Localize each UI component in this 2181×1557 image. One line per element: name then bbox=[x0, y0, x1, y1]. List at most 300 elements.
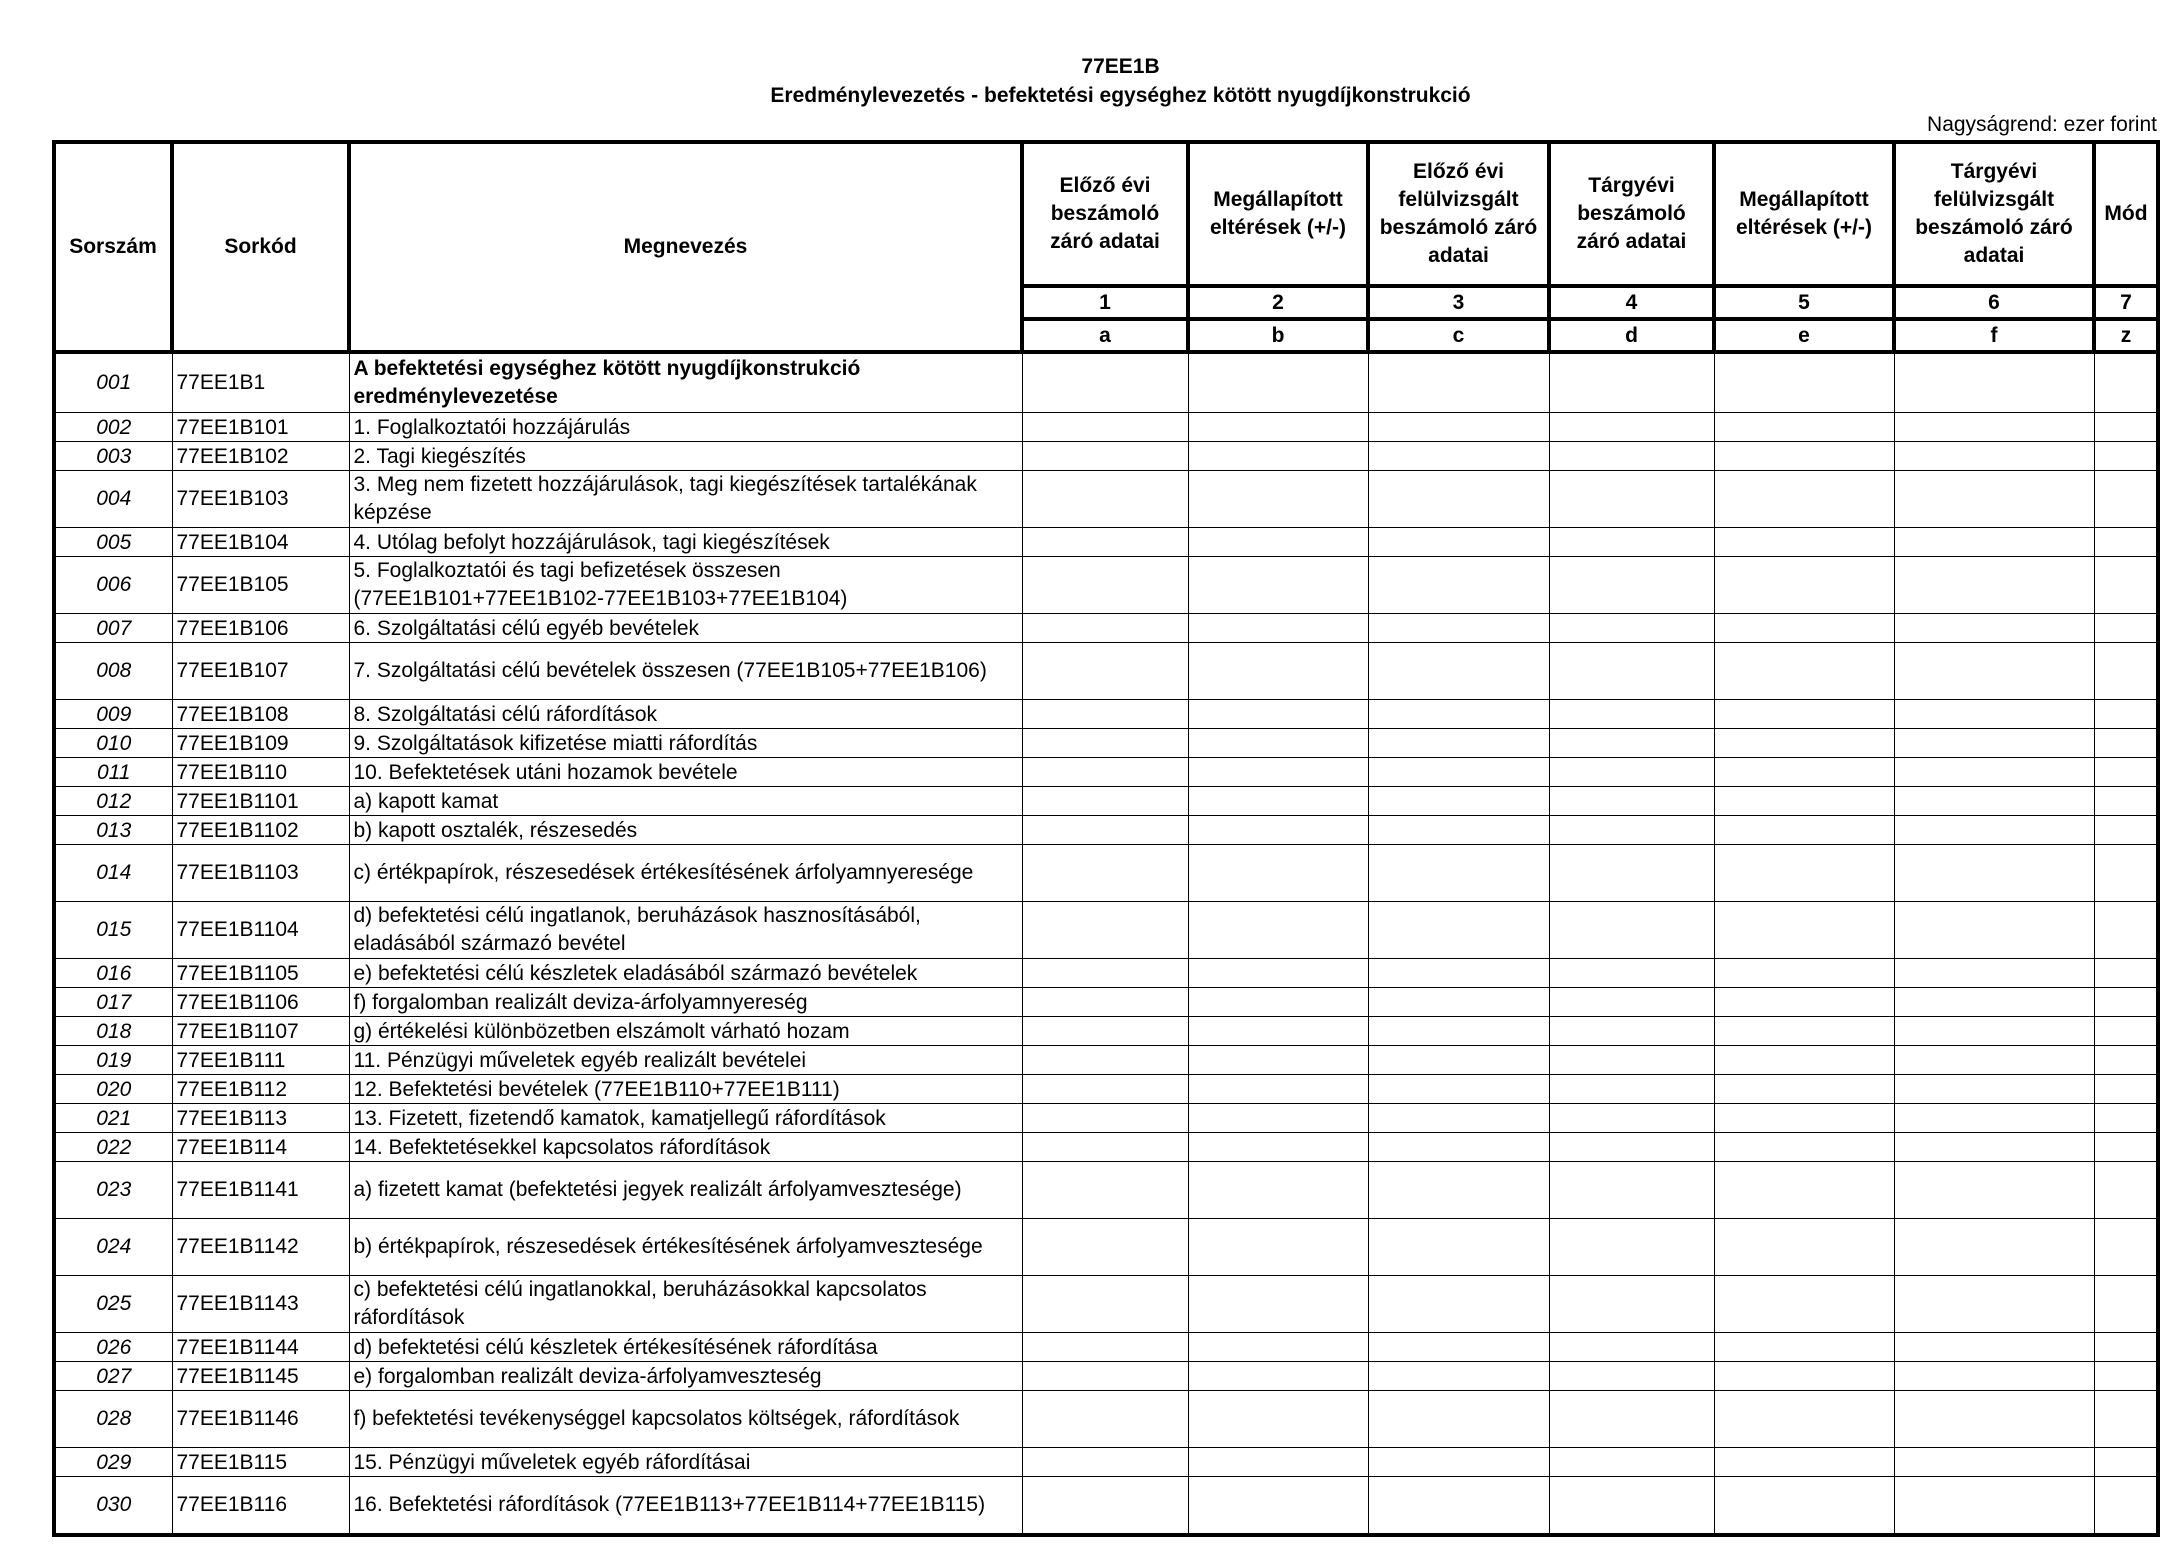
value-cell[interactable] bbox=[1714, 528, 1894, 557]
row-code: 77EE1B1103 bbox=[172, 845, 349, 902]
report-code: 77EE1B bbox=[1081, 55, 1160, 78]
value-cell[interactable] bbox=[1368, 1362, 1549, 1391]
value-cell[interactable] bbox=[1894, 1017, 2094, 1046]
row-name: b) értékpapírok, részesedések értékesítésének árfolyamvesztesége bbox=[349, 1219, 1022, 1276]
value-cell[interactable] bbox=[1714, 1075, 1894, 1104]
value-cell[interactable] bbox=[2094, 1104, 2158, 1133]
row-number: 024 bbox=[54, 1219, 172, 1276]
value-cell[interactable] bbox=[1022, 816, 1188, 845]
table-row bbox=[54, 1219, 2158, 1276]
value-cell[interactable] bbox=[1022, 1333, 1188, 1362]
value-cell[interactable] bbox=[1549, 1104, 1714, 1133]
value-cell[interactable] bbox=[1368, 352, 1549, 413]
value-cell[interactable] bbox=[1714, 1162, 1894, 1219]
value-cell[interactable] bbox=[1549, 442, 1714, 471]
value-cell[interactable] bbox=[2094, 787, 2158, 816]
value-cell[interactable] bbox=[1894, 700, 2094, 729]
value-cell[interactable] bbox=[1894, 1133, 2094, 1162]
value-cell[interactable] bbox=[1188, 614, 1368, 643]
value-cell[interactable] bbox=[1022, 557, 1188, 614]
col-number: 6 bbox=[1894, 286, 2094, 319]
row-name: 6. Szolgáltatási célú egyéb bevételek bbox=[349, 614, 1022, 643]
value-cell[interactable] bbox=[1188, 959, 1368, 988]
value-cell[interactable] bbox=[1022, 413, 1188, 442]
value-cell[interactable] bbox=[2094, 1362, 2158, 1391]
value-cell[interactable] bbox=[2094, 442, 2158, 471]
table-row bbox=[54, 352, 2158, 413]
value-cell[interactable] bbox=[2094, 1046, 2158, 1075]
value-cell[interactable] bbox=[1022, 1391, 1188, 1448]
value-cell[interactable] bbox=[1714, 729, 1894, 758]
table-header bbox=[54, 142, 2158, 352]
value-cell[interactable] bbox=[1188, 1104, 1368, 1133]
value-cell[interactable] bbox=[1549, 643, 1714, 700]
row-number: 026 bbox=[54, 1333, 172, 1362]
row-name: 8. Szolgáltatási célú ráfordítások bbox=[349, 700, 1022, 729]
value-cell[interactable] bbox=[1368, 1075, 1549, 1104]
row-number: 008 bbox=[54, 643, 172, 700]
value-cell[interactable] bbox=[2094, 959, 2158, 988]
value-cell[interactable] bbox=[1549, 413, 1714, 442]
value-cell[interactable] bbox=[2094, 471, 2158, 528]
value-cell[interactable] bbox=[1714, 1448, 1894, 1477]
value-cell[interactable] bbox=[1549, 352, 1714, 413]
row-number: 028 bbox=[54, 1391, 172, 1448]
value-cell[interactable] bbox=[1714, 1391, 1894, 1448]
value-cell[interactable] bbox=[1368, 557, 1549, 614]
value-cell[interactable] bbox=[1188, 787, 1368, 816]
value-cell[interactable] bbox=[1188, 729, 1368, 758]
value-cell[interactable] bbox=[1368, 1477, 1549, 1536]
value-cell[interactable] bbox=[1894, 1362, 2094, 1391]
value-cell[interactable] bbox=[1894, 758, 2094, 787]
value-cell[interactable] bbox=[1549, 729, 1714, 758]
value-cell[interactable] bbox=[1549, 1276, 1714, 1333]
value-cell[interactable] bbox=[1549, 528, 1714, 557]
value-cell[interactable] bbox=[1368, 614, 1549, 643]
value-cell[interactable] bbox=[1368, 1017, 1549, 1046]
value-cell[interactable] bbox=[1894, 1448, 2094, 1477]
row-name: 15. Pénzügyi műveletek egyéb ráfordításai bbox=[349, 1448, 1022, 1477]
row-code: 77EE1B1105 bbox=[172, 959, 349, 988]
value-cell[interactable] bbox=[1188, 1017, 1368, 1046]
table-row bbox=[54, 758, 2158, 787]
row-name: b) kapott osztalék, részesedés bbox=[349, 816, 1022, 845]
value-cell[interactable] bbox=[1894, 1075, 2094, 1104]
value-cell[interactable] bbox=[2094, 845, 2158, 902]
col-header-sorszam: Sorszám bbox=[54, 142, 172, 352]
row-code: 77EE1B1145 bbox=[172, 1362, 349, 1391]
value-cell[interactable] bbox=[2094, 902, 2158, 959]
value-cell[interactable] bbox=[2094, 1333, 2158, 1362]
value-cell[interactable] bbox=[1188, 528, 1368, 557]
row-number: 002 bbox=[54, 413, 172, 442]
value-cell[interactable] bbox=[2094, 1162, 2158, 1219]
value-cell[interactable] bbox=[1894, 557, 2094, 614]
row-number: 030 bbox=[54, 1477, 172, 1536]
value-cell[interactable] bbox=[1714, 700, 1894, 729]
value-cell[interactable] bbox=[2094, 1219, 2158, 1276]
value-cell[interactable] bbox=[1549, 700, 1714, 729]
row-number: 017 bbox=[54, 988, 172, 1017]
value-cell[interactable] bbox=[1188, 988, 1368, 1017]
row-number: 010 bbox=[54, 729, 172, 758]
value-cell[interactable] bbox=[1894, 413, 2094, 442]
value-cell[interactable] bbox=[1188, 1219, 1368, 1276]
row-code: 77EE1B115 bbox=[172, 1448, 349, 1477]
table-row bbox=[54, 1162, 2158, 1219]
value-cell[interactable] bbox=[1714, 352, 1894, 413]
value-cell[interactable] bbox=[1368, 902, 1549, 959]
value-cell[interactable] bbox=[1549, 1133, 1714, 1162]
col-letter: d bbox=[1549, 319, 1714, 352]
row-name: f) forgalomban realizált deviza-árfolyamnyereség bbox=[349, 988, 1022, 1017]
row-code: 77EE1B114 bbox=[172, 1133, 349, 1162]
value-cell[interactable] bbox=[1022, 643, 1188, 700]
value-cell[interactable] bbox=[1022, 1362, 1188, 1391]
row-number: 012 bbox=[54, 787, 172, 816]
value-cell[interactable] bbox=[1714, 1477, 1894, 1536]
value-cell[interactable] bbox=[1368, 816, 1549, 845]
value-cell[interactable] bbox=[1368, 1219, 1549, 1276]
value-cell[interactable] bbox=[1022, 1104, 1188, 1133]
row-code: 77EE1B102 bbox=[172, 442, 349, 471]
col-number: 7 bbox=[2094, 286, 2158, 319]
value-cell[interactable] bbox=[1188, 1162, 1368, 1219]
value-cell[interactable] bbox=[1022, 1133, 1188, 1162]
value-cell[interactable] bbox=[1188, 902, 1368, 959]
value-cell[interactable] bbox=[1188, 1362, 1368, 1391]
value-cell[interactable] bbox=[1714, 787, 1894, 816]
value-cell[interactable] bbox=[2094, 614, 2158, 643]
value-cell[interactable] bbox=[1549, 1017, 1714, 1046]
row-code: 77EE1B1106 bbox=[172, 988, 349, 1017]
value-cell[interactable] bbox=[1894, 959, 2094, 988]
value-cell[interactable] bbox=[1894, 845, 2094, 902]
report-title: Eredménylevezetés - befektetési egységhez kötött nyugdíjkonstrukció bbox=[770, 84, 1471, 107]
value-cell[interactable] bbox=[1188, 1046, 1368, 1075]
value-cell[interactable] bbox=[1022, 1448, 1188, 1477]
value-cell[interactable] bbox=[2094, 528, 2158, 557]
value-cell[interactable] bbox=[1022, 352, 1188, 413]
row-code: 77EE1B106 bbox=[172, 614, 349, 643]
value-cell[interactable] bbox=[1714, 643, 1894, 700]
value-cell[interactable] bbox=[1894, 352, 2094, 413]
col-letter: e bbox=[1714, 319, 1894, 352]
value-cell[interactable] bbox=[2094, 1133, 2158, 1162]
value-cell[interactable] bbox=[1549, 1075, 1714, 1104]
col-header-label: Előző évi beszámoló záró adatai bbox=[1022, 142, 1188, 286]
value-cell[interactable] bbox=[1894, 1219, 2094, 1276]
value-cell[interactable] bbox=[1368, 1133, 1549, 1162]
value-cell[interactable] bbox=[1368, 959, 1549, 988]
col-header-label: Mód bbox=[2094, 142, 2158, 286]
value-cell[interactable] bbox=[1714, 1017, 1894, 1046]
value-cell[interactable] bbox=[1714, 988, 1894, 1017]
value-cell[interactable] bbox=[1188, 1477, 1368, 1536]
value-cell[interactable] bbox=[1894, 902, 2094, 959]
value-cell[interactable] bbox=[1368, 528, 1549, 557]
row-number: 006 bbox=[54, 557, 172, 614]
col-letter: c bbox=[1368, 319, 1549, 352]
value-cell[interactable] bbox=[1368, 1391, 1549, 1448]
value-cell[interactable] bbox=[1714, 1362, 1894, 1391]
value-cell[interactable] bbox=[1894, 1276, 2094, 1333]
value-cell[interactable] bbox=[1188, 845, 1368, 902]
col-header-label: Tárgyévi felülvizsgált beszámoló záró adatai bbox=[1894, 142, 2094, 286]
row-name: a) fizetett kamat (befektetési jegyek realizált árfolyamvesztesége) bbox=[349, 1162, 1022, 1219]
value-cell[interactable] bbox=[1549, 1362, 1714, 1391]
value-cell[interactable] bbox=[1022, 729, 1188, 758]
value-cell[interactable] bbox=[1549, 816, 1714, 845]
value-cell[interactable] bbox=[1549, 1219, 1714, 1276]
value-cell[interactable] bbox=[1894, 1046, 2094, 1075]
col-number: 1 bbox=[1022, 286, 1188, 319]
value-cell[interactable] bbox=[1188, 1075, 1368, 1104]
value-cell[interactable] bbox=[1894, 442, 2094, 471]
value-cell[interactable] bbox=[1714, 557, 1894, 614]
value-cell[interactable] bbox=[2094, 1448, 2158, 1477]
row-code: 77EE1B1146 bbox=[172, 1391, 349, 1448]
value-cell[interactable] bbox=[1714, 816, 1894, 845]
value-cell[interactable] bbox=[1714, 902, 1894, 959]
row-name: 2. Tagi kiegészítés bbox=[349, 442, 1022, 471]
value-cell[interactable] bbox=[1368, 1046, 1549, 1075]
value-cell[interactable] bbox=[1368, 845, 1549, 902]
value-cell[interactable] bbox=[1368, 1162, 1549, 1219]
value-cell[interactable] bbox=[1549, 902, 1714, 959]
value-cell[interactable] bbox=[1714, 1133, 1894, 1162]
value-cell[interactable] bbox=[1188, 471, 1368, 528]
value-cell[interactable] bbox=[1022, 528, 1188, 557]
value-cell[interactable] bbox=[1022, 1477, 1188, 1536]
value-cell[interactable] bbox=[2094, 816, 2158, 845]
col-number: 3 bbox=[1368, 286, 1549, 319]
table-row bbox=[54, 413, 2158, 442]
value-cell[interactable] bbox=[1549, 1046, 1714, 1075]
value-cell[interactable] bbox=[1894, 528, 2094, 557]
value-cell[interactable] bbox=[1894, 1162, 2094, 1219]
value-cell[interactable] bbox=[1714, 959, 1894, 988]
value-cell[interactable] bbox=[1894, 729, 2094, 758]
row-name: d) befektetési célú ingatlanok, beruházások hasznosításából, eladásából származó bevétel bbox=[349, 902, 1022, 959]
row-name: 11. Pénzügyi műveletek egyéb realizált bevételei bbox=[349, 1046, 1022, 1075]
value-cell[interactable] bbox=[1894, 816, 2094, 845]
value-cell[interactable] bbox=[1894, 614, 2094, 643]
row-number: 001 bbox=[54, 352, 172, 413]
value-cell[interactable] bbox=[1368, 1448, 1549, 1477]
row-number: 009 bbox=[54, 700, 172, 729]
value-cell[interactable] bbox=[1188, 758, 1368, 787]
value-cell[interactable] bbox=[1188, 700, 1368, 729]
value-cell[interactable] bbox=[1368, 413, 1549, 442]
table-row bbox=[54, 643, 2158, 700]
value-cell[interactable] bbox=[1022, 442, 1188, 471]
table-row bbox=[54, 528, 2158, 557]
value-cell[interactable] bbox=[2094, 413, 2158, 442]
value-cell[interactable] bbox=[1549, 988, 1714, 1017]
row-name: c) értékpapírok, részesedések értékesítésének árfolyamnyeresége bbox=[349, 845, 1022, 902]
row-name: 14. Befektetésekkel kapcsolatos ráfordítások bbox=[349, 1133, 1022, 1162]
value-cell[interactable] bbox=[1022, 845, 1188, 902]
value-cell[interactable] bbox=[1894, 988, 2094, 1017]
value-cell[interactable] bbox=[1022, 1046, 1188, 1075]
value-cell[interactable] bbox=[1022, 758, 1188, 787]
value-cell[interactable] bbox=[1368, 988, 1549, 1017]
col-header-megnevezes: Megnevezés bbox=[349, 142, 1022, 352]
value-cell[interactable] bbox=[2094, 643, 2158, 700]
row-code: 77EE1B103 bbox=[172, 471, 349, 528]
value-cell[interactable] bbox=[1549, 1477, 1714, 1536]
value-cell[interactable] bbox=[1022, 1276, 1188, 1333]
value-cell[interactable] bbox=[2094, 700, 2158, 729]
value-cell[interactable] bbox=[1368, 700, 1549, 729]
value-cell[interactable] bbox=[1368, 787, 1549, 816]
value-cell[interactable] bbox=[2094, 1276, 2158, 1333]
row-name: 7. Szolgáltatási célú bevételek összesen (77EE1B105+77EE1B106) bbox=[349, 643, 1022, 700]
value-cell[interactable] bbox=[1894, 471, 2094, 528]
row-number: 029 bbox=[54, 1448, 172, 1477]
value-cell[interactable] bbox=[1549, 614, 1714, 643]
value-cell[interactable] bbox=[1022, 1162, 1188, 1219]
value-cell[interactable] bbox=[1022, 959, 1188, 988]
value-cell[interactable] bbox=[1188, 413, 1368, 442]
value-cell[interactable] bbox=[1188, 1133, 1368, 1162]
value-cell[interactable] bbox=[1022, 988, 1188, 1017]
value-cell[interactable] bbox=[1022, 1075, 1188, 1104]
row-code: 77EE1B1102 bbox=[172, 816, 349, 845]
row-name: d) befektetési célú készletek értékesítésének ráfordítása bbox=[349, 1333, 1022, 1362]
value-cell[interactable] bbox=[1549, 1448, 1714, 1477]
table-row bbox=[54, 816, 2158, 845]
value-cell[interactable] bbox=[1714, 413, 1894, 442]
row-code: 77EE1B1141 bbox=[172, 1162, 349, 1219]
row-name: 4. Utólag befolyt hozzájárulások, tagi kiegészítések bbox=[349, 528, 1022, 557]
row-name: 5. Foglalkoztatói és tagi befizetések összesen (77EE1B101+77EE1B102-77EE1B103+77EE1B104) bbox=[349, 557, 1022, 614]
value-cell[interactable] bbox=[2094, 758, 2158, 787]
value-cell[interactable] bbox=[1188, 1391, 1368, 1448]
row-number: 013 bbox=[54, 816, 172, 845]
col-letter: b bbox=[1188, 319, 1368, 352]
value-cell[interactable] bbox=[1714, 614, 1894, 643]
value-cell[interactable] bbox=[1188, 557, 1368, 614]
value-cell[interactable] bbox=[1368, 1104, 1549, 1133]
value-cell[interactable] bbox=[1368, 471, 1549, 528]
value-cell[interactable] bbox=[1714, 758, 1894, 787]
value-cell[interactable] bbox=[1549, 471, 1714, 528]
value-cell[interactable] bbox=[1549, 845, 1714, 902]
value-cell[interactable] bbox=[1549, 1391, 1714, 1448]
value-cell[interactable] bbox=[1022, 614, 1188, 643]
value-cell[interactable] bbox=[1894, 643, 2094, 700]
value-cell[interactable] bbox=[1714, 1276, 1894, 1333]
table-row bbox=[54, 845, 2158, 902]
value-cell[interactable] bbox=[1188, 1333, 1368, 1362]
value-cell[interactable] bbox=[2094, 1391, 2158, 1448]
value-cell[interactable] bbox=[1022, 471, 1188, 528]
table-row bbox=[54, 1362, 2158, 1391]
table-row bbox=[54, 557, 2158, 614]
value-cell[interactable] bbox=[1549, 557, 1714, 614]
row-code: 77EE1B1 bbox=[172, 352, 349, 413]
table-row bbox=[54, 471, 2158, 528]
value-cell[interactable] bbox=[1894, 1333, 2094, 1362]
table-row bbox=[54, 614, 2158, 643]
row-code: 77EE1B1101 bbox=[172, 787, 349, 816]
table-row bbox=[54, 1391, 2158, 1448]
value-cell[interactable] bbox=[1714, 1333, 1894, 1362]
row-name: A befektetési egységhez kötött nyugdíjkonstrukció eredménylevezetése bbox=[349, 352, 1022, 413]
value-cell[interactable] bbox=[1368, 758, 1549, 787]
value-cell[interactable] bbox=[2094, 557, 2158, 614]
value-cell[interactable] bbox=[1714, 442, 1894, 471]
row-name: 12. Befektetési bevételek (77EE1B110+77EE1B111) bbox=[349, 1075, 1022, 1104]
value-cell[interactable] bbox=[1714, 1219, 1894, 1276]
row-code: 77EE1B108 bbox=[172, 700, 349, 729]
value-cell[interactable] bbox=[2094, 988, 2158, 1017]
value-cell[interactable] bbox=[1894, 787, 2094, 816]
value-cell[interactable] bbox=[1714, 471, 1894, 528]
value-cell[interactable] bbox=[2094, 1075, 2158, 1104]
value-cell[interactable] bbox=[1188, 643, 1368, 700]
table-row bbox=[54, 1448, 2158, 1477]
table-row bbox=[54, 959, 2158, 988]
value-cell[interactable] bbox=[1022, 1017, 1188, 1046]
value-cell[interactable] bbox=[1022, 1219, 1188, 1276]
row-code: 77EE1B1104 bbox=[172, 902, 349, 959]
value-cell[interactable] bbox=[1188, 1276, 1368, 1333]
value-cell[interactable] bbox=[1714, 1046, 1894, 1075]
table-row bbox=[54, 442, 2158, 471]
table-row bbox=[54, 1075, 2158, 1104]
row-code: 77EE1B109 bbox=[172, 729, 349, 758]
value-cell[interactable] bbox=[1022, 787, 1188, 816]
table-row bbox=[54, 1477, 2158, 1536]
value-cell[interactable] bbox=[1188, 352, 1368, 413]
report-titles bbox=[0, 52, 2181, 110]
value-cell[interactable] bbox=[1368, 442, 1549, 471]
value-cell[interactable] bbox=[1368, 1333, 1549, 1362]
value-cell[interactable] bbox=[1188, 816, 1368, 845]
value-cell[interactable] bbox=[2094, 1477, 2158, 1536]
value-cell[interactable] bbox=[1368, 643, 1549, 700]
value-cell[interactable] bbox=[1549, 787, 1714, 816]
value-cell[interactable] bbox=[1368, 729, 1549, 758]
value-cell[interactable] bbox=[1368, 1276, 1549, 1333]
value-cell[interactable] bbox=[2094, 729, 2158, 758]
value-cell[interactable] bbox=[1188, 1448, 1368, 1477]
value-cell[interactable] bbox=[1549, 1333, 1714, 1362]
value-cell[interactable] bbox=[1549, 1162, 1714, 1219]
value-cell[interactable] bbox=[1188, 442, 1368, 471]
value-cell[interactable] bbox=[1022, 902, 1188, 959]
value-cell[interactable] bbox=[2094, 1017, 2158, 1046]
value-cell[interactable] bbox=[1022, 700, 1188, 729]
value-cell[interactable] bbox=[1549, 959, 1714, 988]
value-cell[interactable] bbox=[1894, 1104, 2094, 1133]
value-cell[interactable] bbox=[1894, 1391, 2094, 1448]
value-cell[interactable] bbox=[1894, 1477, 2094, 1536]
value-cell[interactable] bbox=[2094, 352, 2158, 413]
row-number: 004 bbox=[54, 471, 172, 528]
value-cell[interactable] bbox=[1714, 845, 1894, 902]
col-number: 2 bbox=[1188, 286, 1368, 319]
table-row bbox=[54, 1276, 2158, 1333]
value-cell[interactable] bbox=[1549, 758, 1714, 787]
value-cell[interactable] bbox=[1714, 1104, 1894, 1133]
row-code: 77EE1B110 bbox=[172, 758, 349, 787]
row-name: 1. Foglalkoztatói hozzájárulás bbox=[349, 413, 1022, 442]
